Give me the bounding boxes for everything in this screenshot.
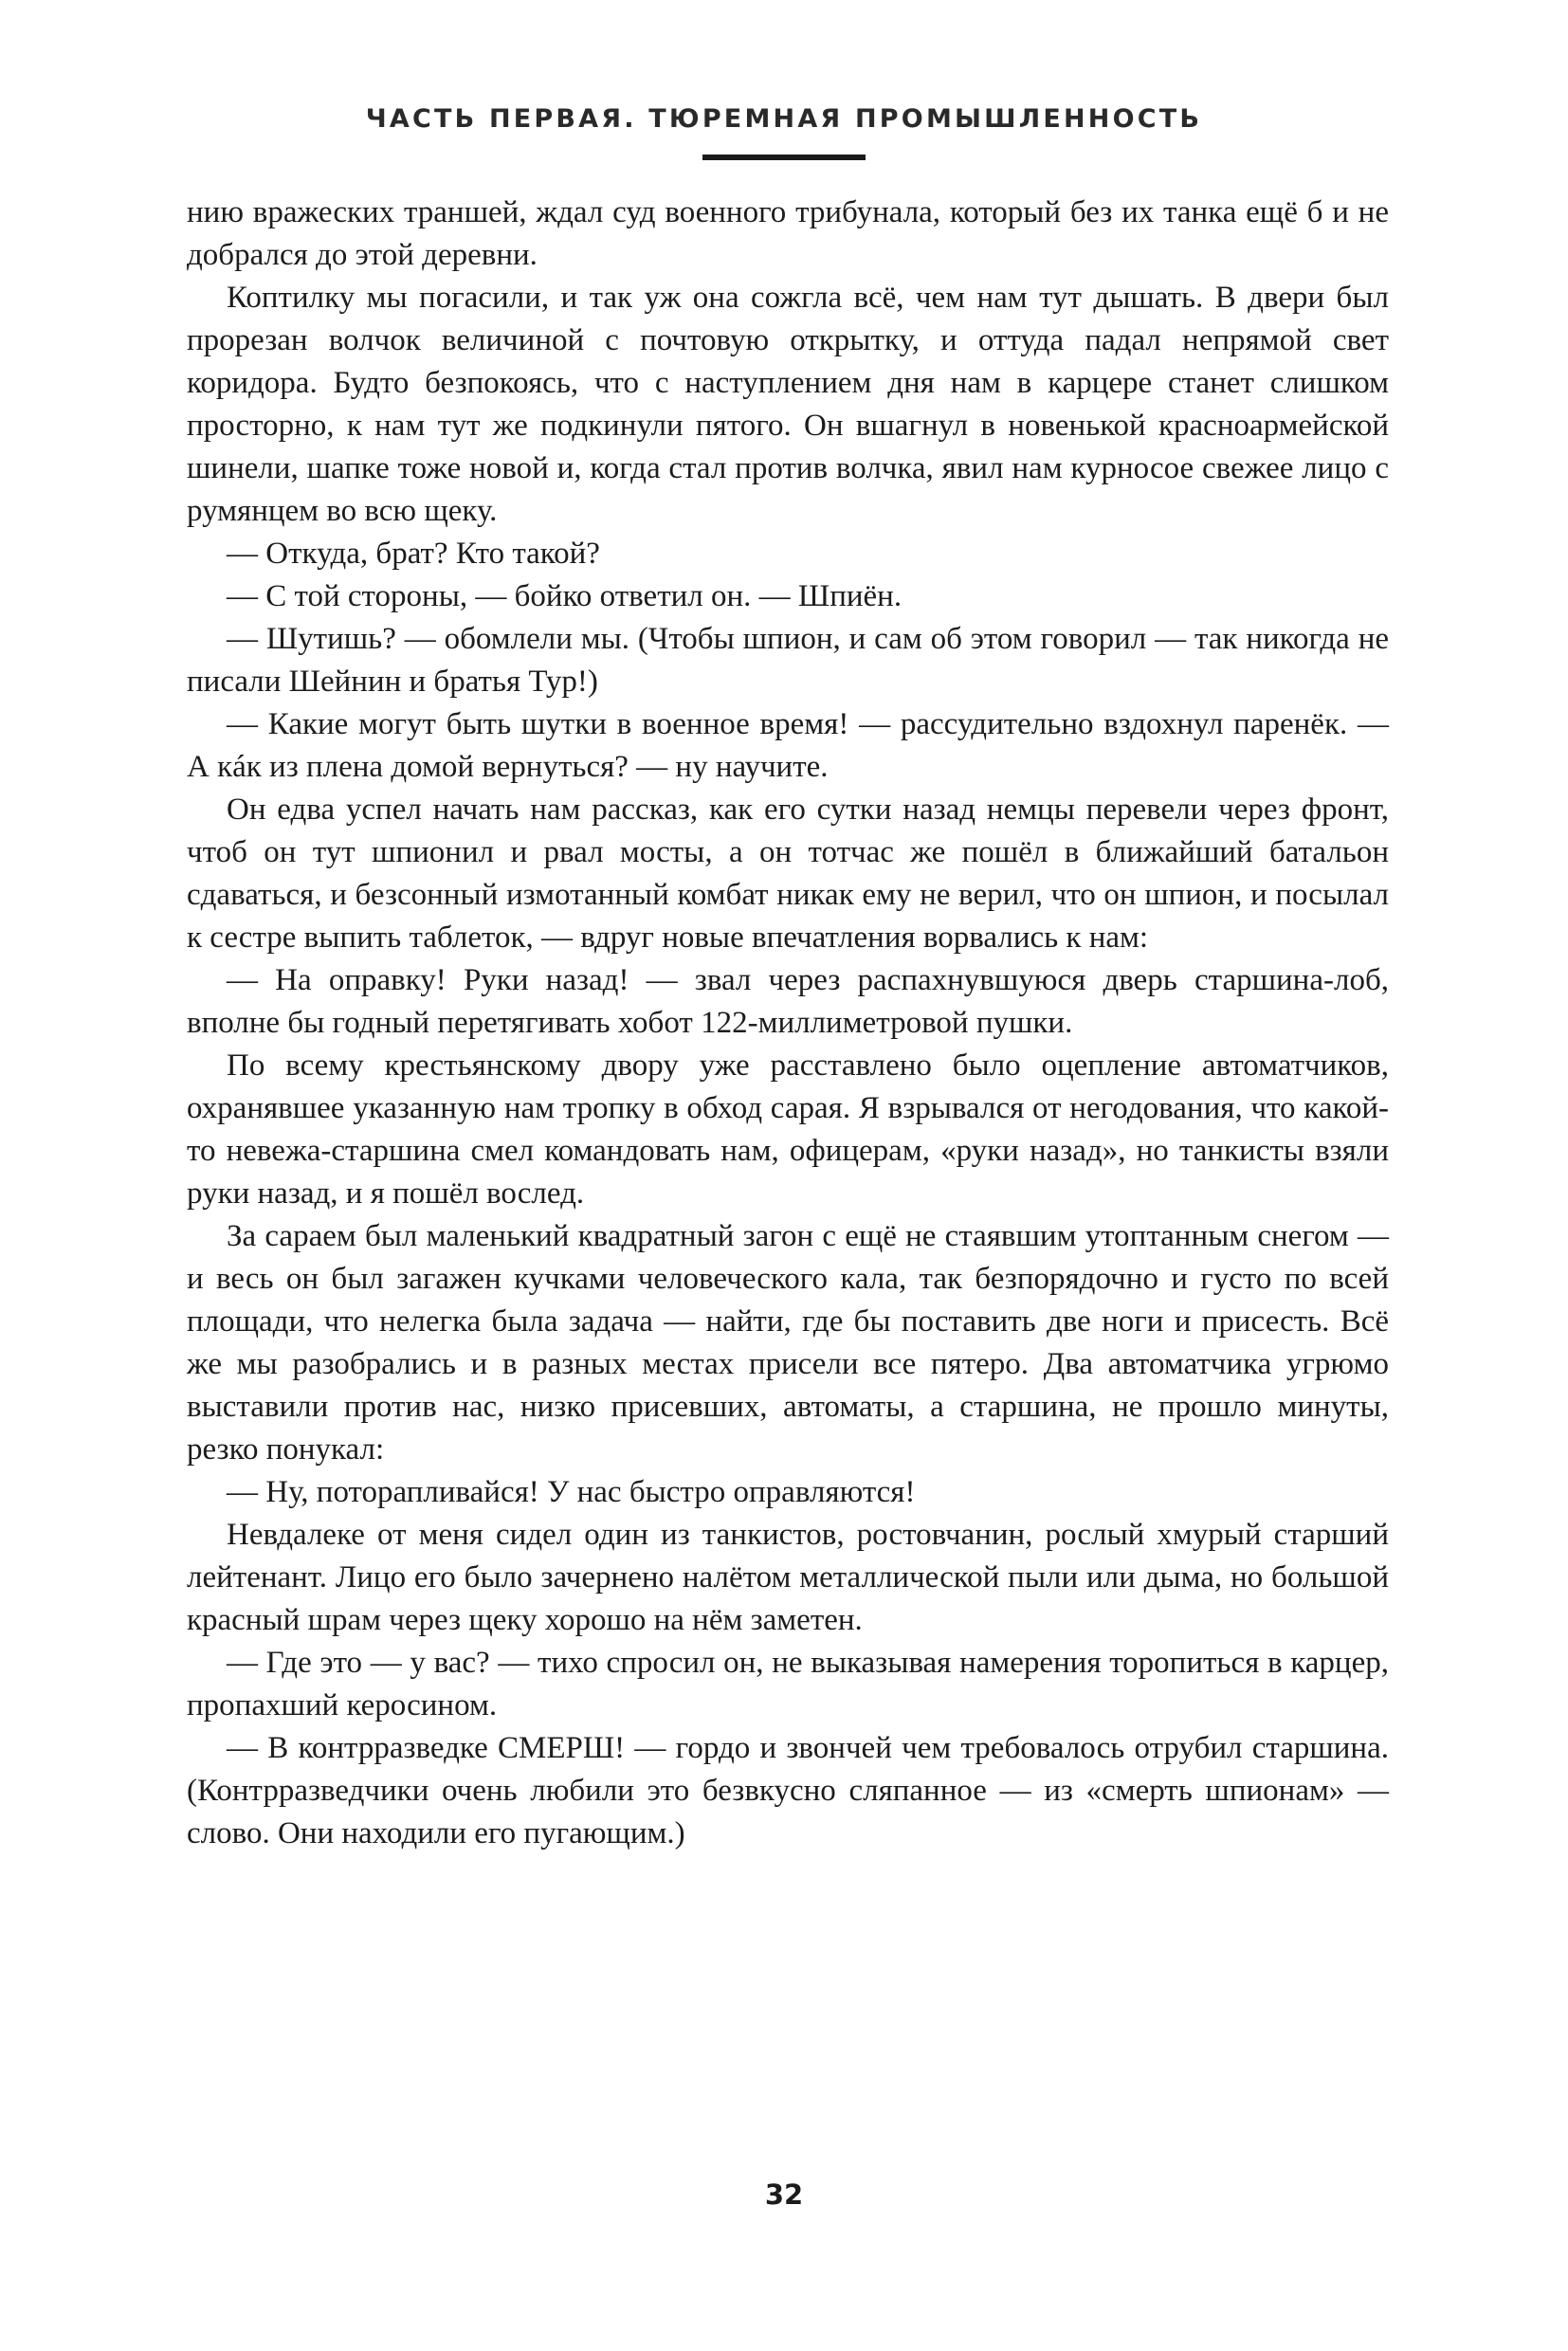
paragraph: нию вражеских траншей, ждал суд военного трибунала, который без их танка ещё б и не добрался до этой деревни. (187, 195, 1389, 272)
paragraph: — Откуда, брат? Кто такой? (227, 537, 600, 571)
header-rule (702, 155, 866, 160)
paragraph: — Ну, поторапливайся! У нас быстро оправляются! (227, 1475, 916, 1509)
paragraph: За сараем был маленький квадратный загон с ещё не стаявшим утоптанным снегом — и весь он был загажен кучками человеческого кала, так безпорядочно и густо по всей площади, что нелегка была задача — найти, где бы поставить две ноги и присесть. Всё же мы разобрались и в разных местах присели все пятеро. Два автоматчика угрюмо выставили против нас, низко присевших, автоматы, а старшина, не прошло минуты, резко понукал: (187, 1219, 1389, 1467)
paragraph: — Какие могут быть шутки в военное время! — рассудительно вздохнул паренёк. — А кáк из плена домой вернуться? — ну научите. (187, 707, 1389, 784)
paragraph: Невдалеке от меня сидел один из танкистов, ростовчанин, рослый хмурый старший лейтенант. Лицо его было зачернено налётом металлической пыли или дыма, но большой красный шрам через щеку хорошо на нём заметен. (187, 1518, 1389, 1637)
running-title: ЧАСТЬ ПЕРВАЯ. ТЮРЕМНАЯ ПРОМЫШЛЕННОСТЬ (365, 104, 1203, 134)
paragraph: — В контрразведке СМЕРШ! — гордо и звончей чем требовалось отрубил старшина. (Контрразведчики очень любили это безвкусно сляпанное — из «смерть шпионам» — слово. Они находили его пугающим.) (187, 1731, 1389, 1850)
paragraph: — Где это — у вас? — тихо спросил он, не выказывая намерения торопиться в карцер, пропахший керосином. (187, 1646, 1389, 1722)
paragraph: — На оправку! Руки назад! — звал через распахнувшуюся дверь старшина-лоб, вполне бы годный перетягивать хобот 122-миллиметровой пушки. (187, 963, 1389, 1040)
paragraph: — С той стороны, — бойко ответил он. — Шпиён. (227, 579, 903, 613)
page-number: 32 (764, 2178, 804, 2211)
paragraph: — Шутишь? — обомлели мы. (Чтобы шпион, и сам об этом говорил — так никогда не писали Шейнин и братья Тур!) (187, 622, 1389, 699)
paragraph: Коптилку мы погасили, и так уж она сожгла всё, чем нам тут дышать. В двери был прорезан волчок величиной с почтовую открытку, и оттуда падал непрямой свет коридора. Будто безпокоясь, что с наступлением дня нам в карцере станет слишком просторно, к нам тут же подкинули пятого. Он вшагнул в новенькой красноармейской шинели, шапке тоже новой и, когда стал против волчка, явил нам курносое свежее лицо с румянцем во всю щеку. (187, 281, 1389, 528)
body-text (187, 191, 1389, 1855)
paragraph: Он едва успел начать нам рассказ, как его сутки назад немцы перевели через фронт, чтоб он тут шпионил и рвал мосты, а он тотчас же пошёл в ближайший батальон сдаваться, и безсонный измотанный комбат никак ему не верил, что он шпион, и посылал к сестре выпить таблеток, — вдруг новые впечатления ворвались к нам: (187, 793, 1389, 955)
paragraph: По всему крестьянскому двору уже расставлено было оцепление автоматчиков, охранявшее указанную нам тропку в обход сарая. Я взрывался от негодования, что какой-то невежа-старшина смел командовать нам, офицерам, «руки назад», но танкисты взяли руки назад, и я пошёл вослед. (187, 1048, 1389, 1211)
